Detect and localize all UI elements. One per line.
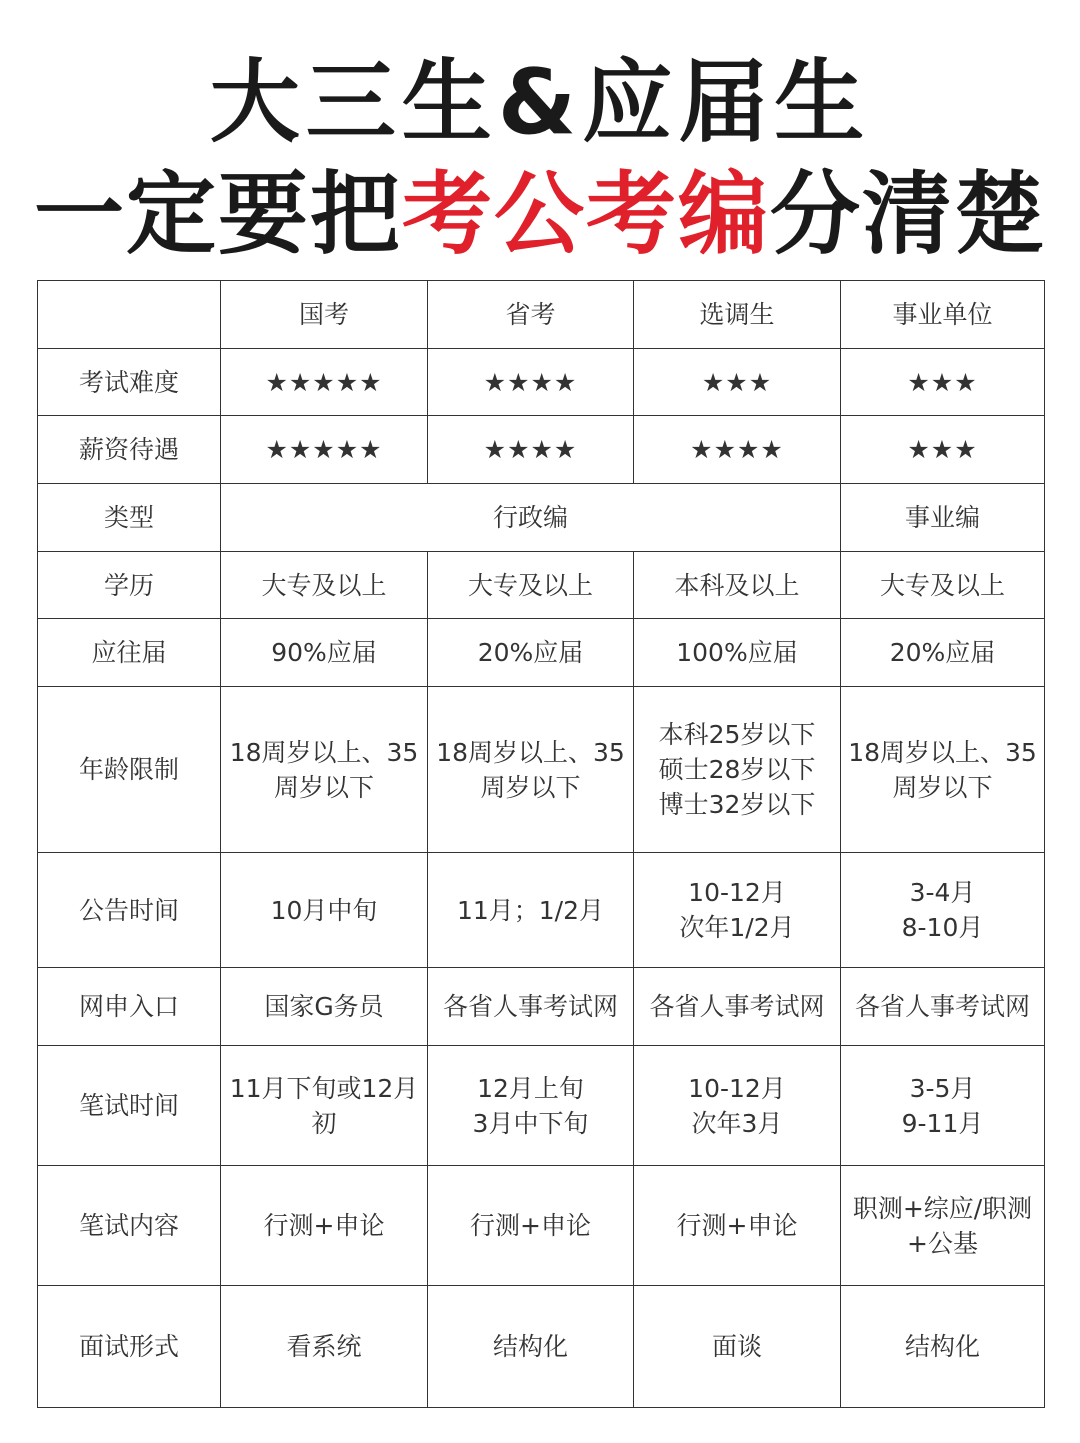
cell-line: 11月下旬或12月 xyxy=(229,1073,419,1103)
table-row xyxy=(38,968,1045,1046)
cell-line: 10-12月 xyxy=(688,878,786,907)
table-row xyxy=(38,619,1045,687)
title-prefix: 一定要把 xyxy=(34,162,402,267)
star-rating: ★★★ xyxy=(841,349,1045,416)
table-row xyxy=(38,416,1045,484)
title-suffix: 分清楚 xyxy=(770,162,1046,267)
cell-line: 11月；1/2月 xyxy=(456,895,605,925)
table-cell: 各省人事考试网 xyxy=(841,968,1045,1046)
header-cell-guokao: 国考 xyxy=(221,281,428,349)
cell-line: 18周岁以上、35 xyxy=(436,737,625,767)
star-rating: ★★★★★ xyxy=(221,349,428,416)
cell-line: 3月中下旬 xyxy=(472,1108,589,1138)
table-cell: 大专及以上 xyxy=(221,552,428,619)
table-header-row xyxy=(38,281,1045,349)
table-cell xyxy=(221,853,428,968)
cell-line: 行测+申论 xyxy=(263,1211,385,1240)
table-row xyxy=(38,687,1045,853)
table-cell xyxy=(634,853,841,968)
cell-line: 硕士28岁以下 xyxy=(658,755,816,784)
table-row xyxy=(38,484,1045,552)
star-rating: ★★★ xyxy=(634,349,841,416)
row-label: 考试难度 xyxy=(38,349,221,416)
cell-line: 职测+综应/职测 xyxy=(852,1193,1033,1223)
table-cell xyxy=(841,1166,1045,1286)
row-label: 类型 xyxy=(38,484,221,552)
table-cell xyxy=(221,687,428,853)
table-cell: 事业编 xyxy=(841,484,1045,552)
cell-line: 本科25岁以下 xyxy=(658,720,816,749)
row-label: 笔试内容 xyxy=(38,1166,221,1286)
cell-line: 18周岁以上、35 xyxy=(848,737,1037,767)
table-row xyxy=(38,1166,1045,1286)
star-rating: ★★★★★ xyxy=(221,416,428,484)
row-label: 面试形式 xyxy=(38,1286,221,1408)
cell-line: 18周岁以上、35 xyxy=(229,737,419,767)
table-cell: 本科及以上 xyxy=(634,552,841,619)
row-label: 学历 xyxy=(38,552,221,619)
cell-line: 周岁以下 xyxy=(892,772,993,802)
cell-line: 周岁以下 xyxy=(480,772,581,802)
cell-line: 12月上旬 xyxy=(477,1073,584,1103)
page-title-line1: 大三生&应届生 xyxy=(209,50,871,155)
table-cell xyxy=(634,687,841,853)
cell-line: 博士32岁以下 xyxy=(658,790,816,819)
table-cell xyxy=(428,687,634,853)
cell-line: +公基 xyxy=(907,1228,978,1258)
row-label: 笔试时间 xyxy=(38,1046,221,1166)
cell-line: 次年3月 xyxy=(691,1108,783,1138)
row-label: 公告时间 xyxy=(38,853,221,968)
cell-line: 8-10月 xyxy=(901,913,984,942)
table-cell xyxy=(841,853,1045,968)
page-title-line2 xyxy=(0,160,1080,270)
table-cell: 结构化 xyxy=(841,1286,1045,1408)
table-row xyxy=(38,1286,1045,1408)
header-cell-shiye: 事业单位 xyxy=(841,281,1045,349)
cell-line: 行测+申论 xyxy=(470,1211,591,1240)
star-rating: ★★★ xyxy=(841,416,1045,484)
row-label: 薪资待遇 xyxy=(38,416,221,484)
table-cell: 90%应届 xyxy=(221,619,428,687)
table-cell: 大专及以上 xyxy=(841,552,1045,619)
table-cell: 面谈 xyxy=(634,1286,841,1408)
table-cell xyxy=(841,1046,1045,1166)
star-rating: ★★★★ xyxy=(428,416,634,484)
table-cell xyxy=(428,853,634,968)
table-cell xyxy=(841,687,1045,853)
row-label: 网申入口 xyxy=(38,968,221,1046)
table-cell: 国家G务员 xyxy=(221,968,428,1046)
cell-line: 行测+申论 xyxy=(676,1211,798,1240)
header-cell-xuandiaosheng: 选调生 xyxy=(634,281,841,349)
table-cell: 结构化 xyxy=(428,1286,634,1408)
table-cell xyxy=(634,1046,841,1166)
table-cell xyxy=(221,1046,428,1166)
table-row xyxy=(38,1046,1045,1166)
table-cell xyxy=(634,1166,841,1286)
table-cell: 20%应届 xyxy=(428,619,634,687)
star-rating: ★★★★ xyxy=(428,349,634,416)
table-cell: 100%应届 xyxy=(634,619,841,687)
table-cell: 各省人事考试网 xyxy=(634,968,841,1046)
merged-cell: 行政编 xyxy=(221,484,841,552)
comparison-table xyxy=(37,280,1045,1408)
header-cell-shengkao: 省考 xyxy=(428,281,634,349)
table-cell xyxy=(221,1166,428,1286)
table-row xyxy=(38,853,1045,968)
row-label: 应往届 xyxy=(38,619,221,687)
table-cell xyxy=(428,1166,634,1286)
table-cell xyxy=(428,1046,634,1166)
table-cell: 大专及以上 xyxy=(428,552,634,619)
cell-line: 10月中旬 xyxy=(270,895,378,925)
star-rating: ★★★★ xyxy=(634,416,841,484)
cell-line: 3-5月 xyxy=(909,1073,976,1103)
cell-line: 9-11月 xyxy=(901,1108,984,1138)
cell-line: 10-12月 xyxy=(688,1073,786,1103)
header-cell-corner xyxy=(38,281,221,349)
cell-line: 次年1/2月 xyxy=(679,913,795,942)
row-label: 年龄限制 xyxy=(38,687,221,853)
title-highlight: 考公考编 xyxy=(402,162,770,267)
table-cell: 各省人事考试网 xyxy=(428,968,634,1046)
cell-line: 3-4月 xyxy=(909,878,976,907)
table-cell: 看系统 xyxy=(221,1286,428,1408)
table-row xyxy=(38,552,1045,619)
cell-line: 周岁以下 xyxy=(273,772,374,802)
table-row xyxy=(38,349,1045,416)
cell-line: 初 xyxy=(311,1108,337,1138)
table-cell: 20%应届 xyxy=(841,619,1045,687)
